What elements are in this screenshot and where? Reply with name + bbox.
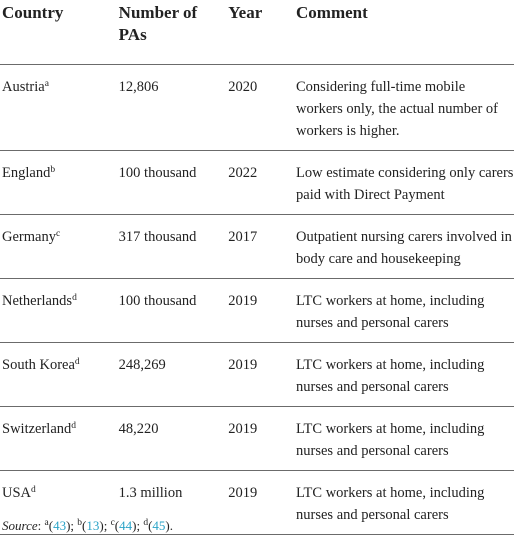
year-cell: 2019 <box>228 278 296 342</box>
comment-cell: Outpatient nursing carers involved in body care and housekeeping <box>296 214 514 278</box>
footnote-marker: d <box>74 356 80 367</box>
year-cell: 2019 <box>228 342 296 406</box>
footnote-marker: d <box>71 420 77 431</box>
table-row <box>0 406 514 470</box>
country-name: Switzerland <box>2 420 72 437</box>
reference-link[interactable]: 45 <box>152 518 166 533</box>
comment-cell: LTC workers at home, including nurses and personal carers <box>296 278 514 342</box>
year-cell: 2019 <box>228 470 296 534</box>
country-name: Netherlands <box>2 292 73 309</box>
header-row <box>0 0 514 64</box>
header-country: Country <box>0 0 119 64</box>
table-row <box>0 64 514 150</box>
footnote-marker: b <box>77 518 83 528</box>
footnote-marker: b <box>50 164 56 175</box>
table-row <box>0 214 514 278</box>
number-cell: 317 thousand <box>119 214 229 278</box>
comment-cell: Considering full-time mobile workers only, the actual number of workers is higher. <box>296 64 514 150</box>
header-comment: Comment <box>296 0 514 64</box>
table-row <box>0 150 514 214</box>
number-cell: 248,269 <box>119 342 229 406</box>
number-cell: 1.3 million <box>119 470 229 534</box>
country-cell <box>0 150 119 214</box>
comment-cell: LTC workers at home, including nurses and personal carers <box>296 406 514 470</box>
year-cell: 2017 <box>228 214 296 278</box>
comment-cell: LTC workers at home, including nurses and personal carers <box>296 470 514 534</box>
footnote-marker: c <box>55 228 61 239</box>
country-cell <box>0 342 119 406</box>
table-source-note: Source: $^a$(43); $^b$(13); $^c$(44); $^d$(45). <box>2 518 174 533</box>
table-row <box>0 278 514 342</box>
header-number: Number of PAs <box>119 0 229 64</box>
country-cell <box>0 64 119 150</box>
country-name: South Korea <box>2 356 75 373</box>
year-cell: 2019 <box>228 406 296 470</box>
footnote-marker: a <box>44 78 49 89</box>
number-cell: 100 thousand <box>119 150 229 214</box>
number-cell: 12,806 <box>119 64 229 150</box>
table-row <box>0 342 514 406</box>
year-cell: 2022 <box>228 150 296 214</box>
footnote-marker: d <box>31 484 36 495</box>
comment-cell: Low estimate considering only carers paid with Direct Payment <box>296 150 514 214</box>
header-year: Year <box>228 0 296 64</box>
reference-link[interactable]: 43 <box>53 518 67 533</box>
country-name: Germany <box>2 228 56 245</box>
number-cell: 48,220 <box>119 406 229 470</box>
country-name: Austria <box>2 78 45 95</box>
country-name: USA <box>2 484 32 501</box>
footnote-marker: d <box>143 518 149 528</box>
country-name: England <box>2 164 51 181</box>
country-cell <box>0 406 119 470</box>
reference-link[interactable]: 13 <box>86 518 100 533</box>
number-cell: 100 thousand <box>119 278 229 342</box>
footnote-marker: a <box>44 518 49 528</box>
comment-cell: LTC workers at home, including nurses and personal carers <box>296 342 514 406</box>
footnote-marker: d <box>72 292 77 303</box>
country-cell <box>0 278 119 342</box>
country-cell <box>0 214 119 278</box>
year-cell: 2020 <box>228 64 296 150</box>
source-label: Source <box>2 518 38 533</box>
reference-link[interactable]: 44 <box>119 518 133 533</box>
footnote-marker: c <box>110 518 115 528</box>
